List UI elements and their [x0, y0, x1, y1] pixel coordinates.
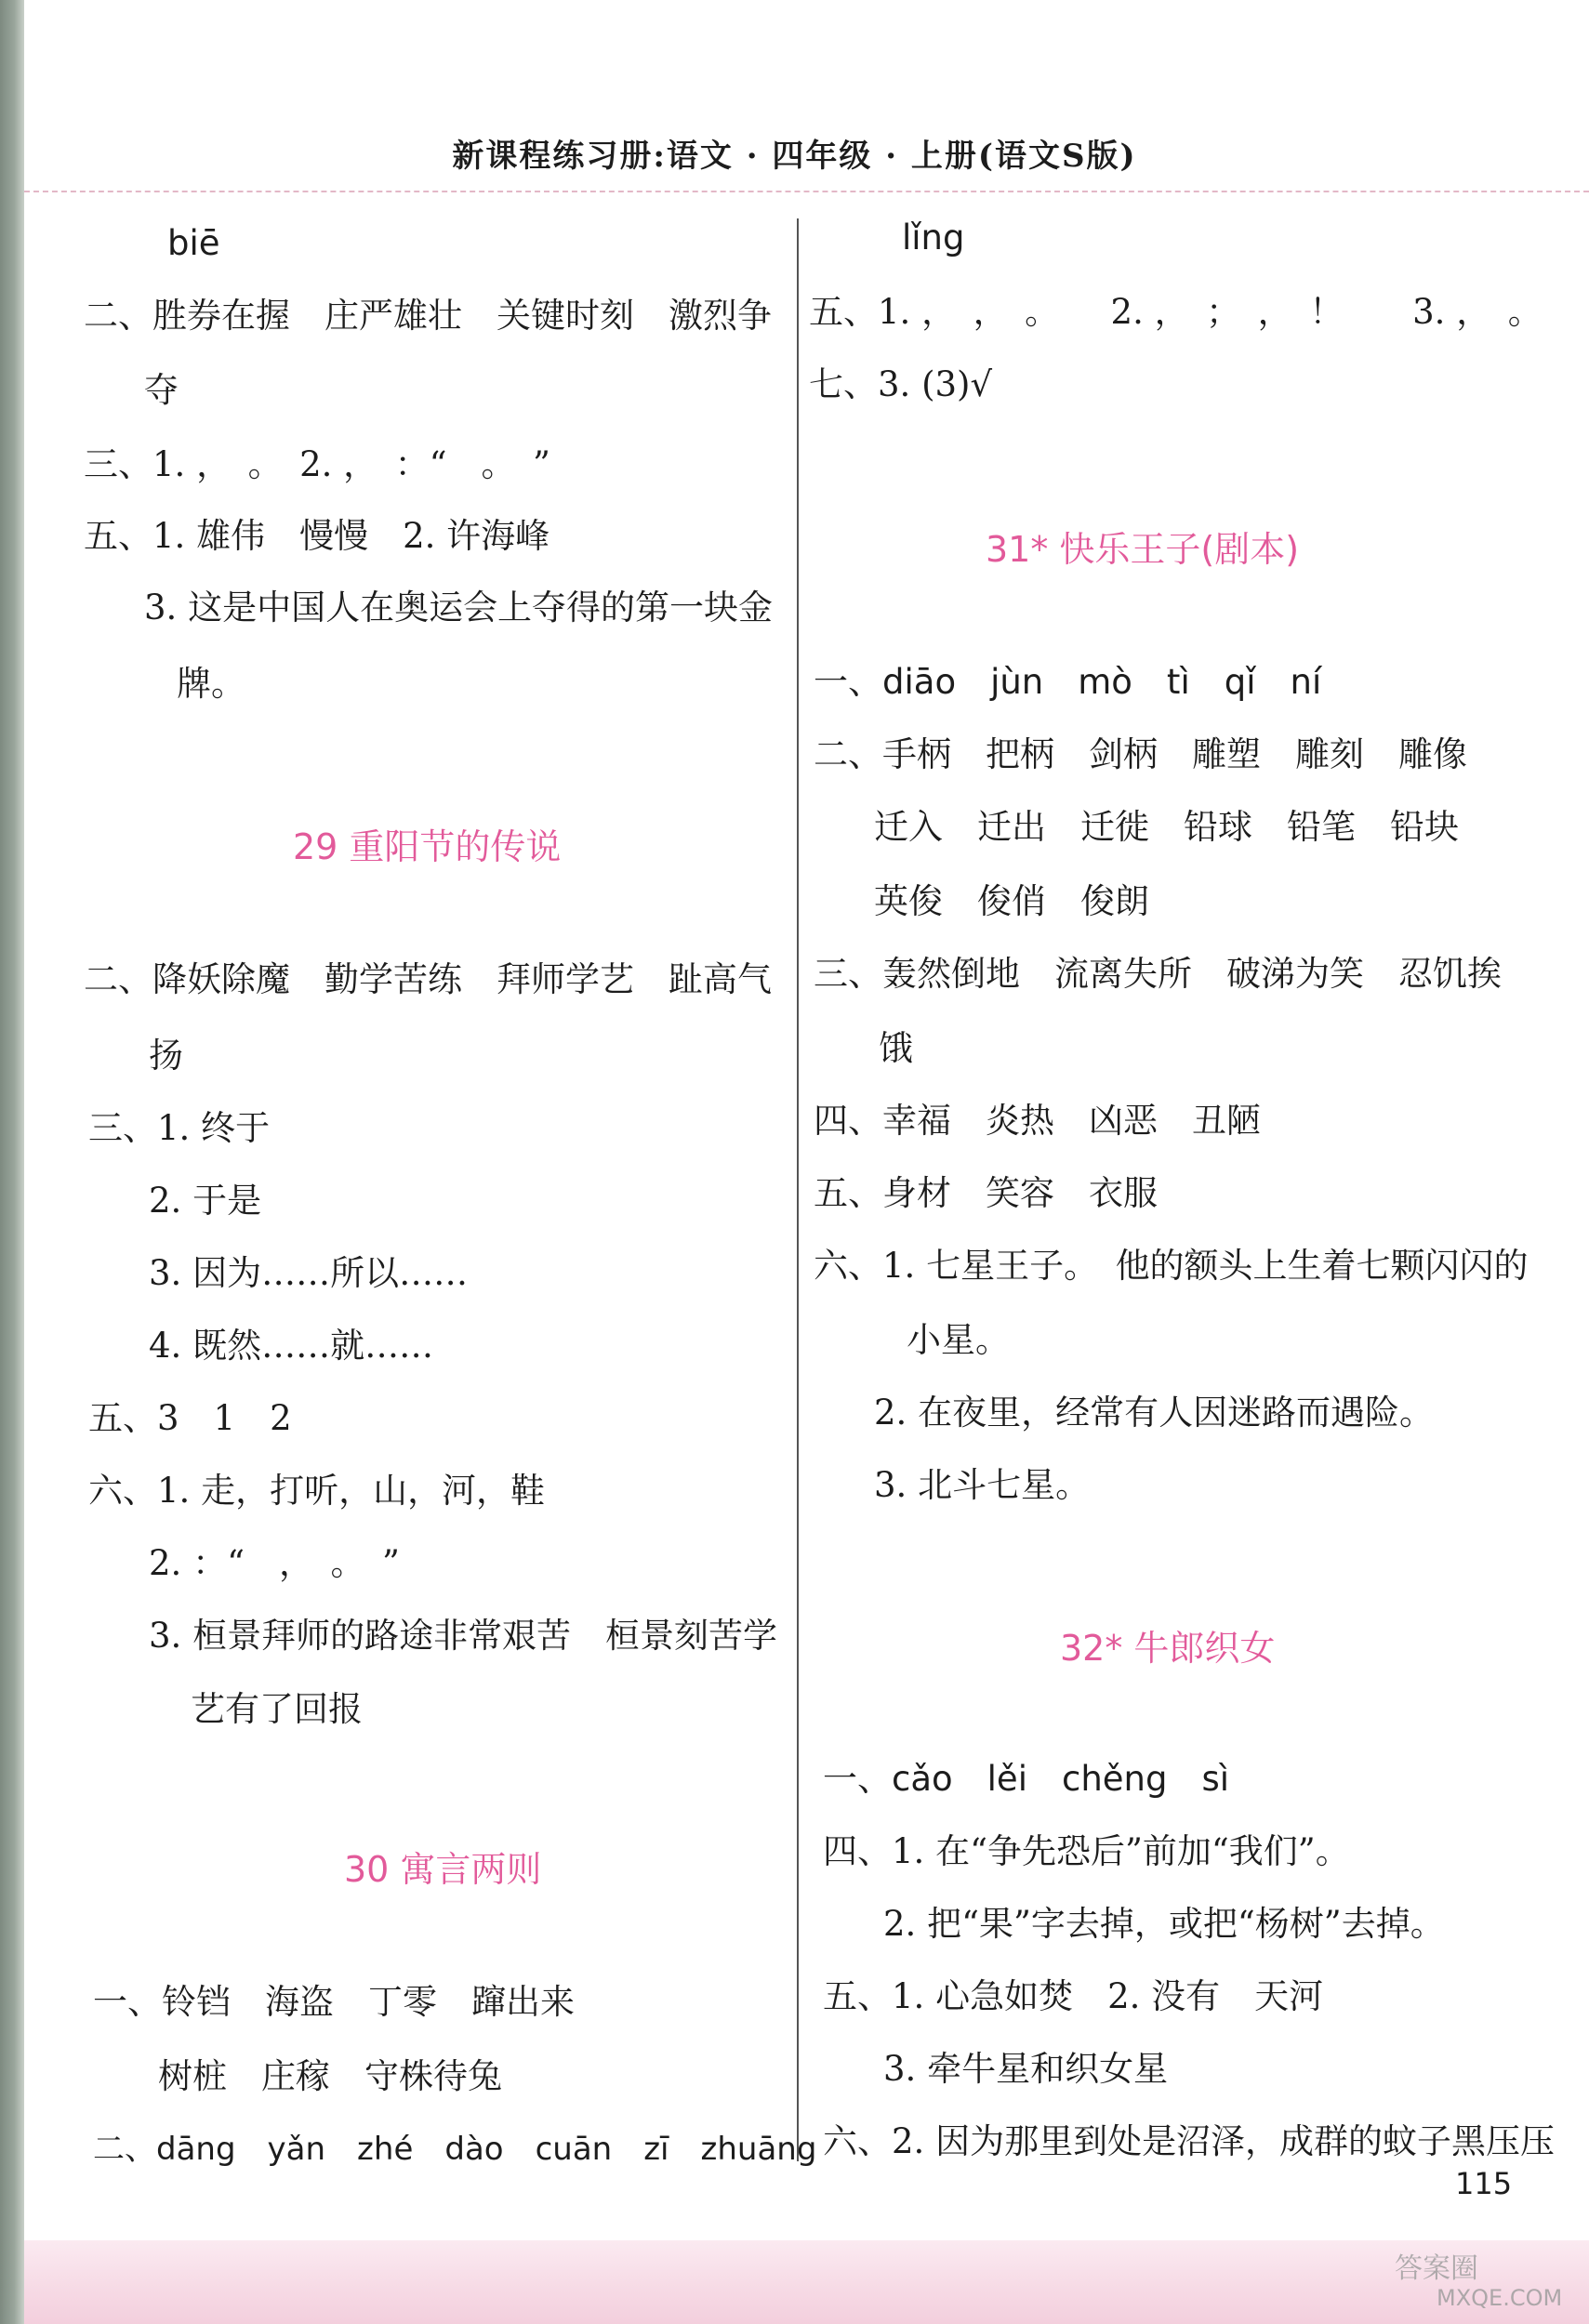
answer-line: 2. 把“果”字去掉，或把“杨树”去掉。	[883, 1904, 1445, 1944]
answer-line: 扬	[149, 1036, 183, 1076]
answer-line: 2. 于是	[149, 1181, 262, 1221]
answer-line: 二、胜券在握 庄严雄壮 关键时刻 激烈争	[84, 296, 772, 336]
column-divider	[797, 218, 799, 2161]
answer-line: 小星。	[907, 1320, 1010, 1360]
answer-line: 牌。	[177, 664, 245, 704]
answer-line: 2. ：“ ， 。 ”	[149, 1543, 400, 1583]
header-rule	[24, 191, 1589, 192]
answer-line: 五、3 1 2	[88, 1398, 292, 1438]
answer-line: 3. 这是中国人在奥运会上夺得的第一块金	[144, 588, 774, 627]
answer-line: 一、diāo jùn mò tì qǐ ní	[814, 662, 1322, 702]
answer-line: 五、1. ， ， 。 2. ， ； ， ！ 3. ， 。	[809, 292, 1543, 332]
answer-line: 英俊 俊俏 俊朗	[874, 881, 1149, 921]
answer-line: 二、dāng yǎn zhé dào cuān zī zhuāng	[93, 2131, 817, 2168]
answer-line: 三、1. 终于	[88, 1108, 271, 1148]
answer-line: 树桩 庄稼 守株待兔	[158, 2056, 502, 2096]
answer-line: 三、轰然倒地 流离失所 破涕为笑 忍饥挨	[814, 954, 1502, 994]
answer-line: biē	[167, 223, 220, 263]
answer-line: 3. 桓景拜师的路途非常艰苦 桓景刻苦学	[149, 1616, 778, 1656]
answer-line: 3. 因为……所以……	[149, 1253, 469, 1293]
answer-line: lǐng	[902, 218, 965, 257]
answer-line: 3. 牵牛星和织女星	[883, 2049, 1169, 2089]
answer-line: 五、1. 雄伟 慢慢 2. 许海峰	[84, 516, 550, 556]
lesson-title-30: 30 寓言两则	[344, 1849, 542, 1890]
answer-line: 4. 既然……就……	[149, 1326, 434, 1366]
answer-line: 二、降妖除魔 勤学苦练 拜师学艺 趾高气	[84, 959, 772, 999]
answer-line: 五、1. 心急如焚 2. 没有 天河	[823, 1976, 1324, 2016]
answer-line: 五、身材 笑容 衣服	[814, 1173, 1158, 1213]
answer-line: 六、1. 走，打听，山，河，鞋	[88, 1471, 546, 1511]
answer-line: 迁入 迁出 迁徙 铅球 铅笔 铅块	[874, 807, 1459, 847]
answer-line: 二、手柄 把柄 剑柄 雕塑 雕刻 雕像	[814, 734, 1467, 774]
answer-line: 3. 北斗七星。	[874, 1465, 1091, 1505]
answer-line: 六、1. 七星王子。 他的额头上生着七颗闪闪的	[814, 1246, 1529, 1286]
answer-line: 四、1. 在“争先恐后”前加“我们”。	[823, 1831, 1350, 1871]
watermark: 答案圈	[1395, 2252, 1478, 2285]
answer-line: 七、3. (3)√	[809, 364, 993, 404]
answer-line: 夺	[144, 370, 179, 410]
answer-line: 三、1. ， 。 2. ， ：“ 。 ”	[84, 444, 550, 484]
answer-line: 一、cǎo lěi chěng sì	[823, 1759, 1230, 1799]
page-binding-edge	[0, 0, 24, 2324]
page-number: 115	[1455, 2166, 1513, 2201]
answer-line: 六、2. 因为那里到处是沼泽，成群的蚊子黑压压	[823, 2121, 1556, 2161]
lesson-title-32: 32* 牛郎织女	[1060, 1628, 1276, 1669]
answer-line: 一、铃铛 海盗 丁零 蹿出来	[93, 1982, 575, 2022]
answer-line: 2. 在夜里，经常有人因迷路而遇险。	[874, 1393, 1435, 1433]
answer-line: 艺有了回报	[191, 1689, 363, 1729]
answer-line: 四、幸福 炎热 凶恶 丑陋	[814, 1101, 1261, 1141]
lesson-title-29: 29 重阳节的传说	[293, 826, 562, 867]
answer-line: 饿	[879, 1028, 913, 1068]
lesson-title-31: 31* 快乐王子(剧本)	[986, 529, 1300, 570]
footer-band	[24, 2240, 1589, 2324]
watermark-url: MXQE.COM	[1437, 2285, 1563, 2311]
book-header: 新课程练习册:语文 · 四年级 · 上册(语文S版)	[452, 138, 1137, 175]
